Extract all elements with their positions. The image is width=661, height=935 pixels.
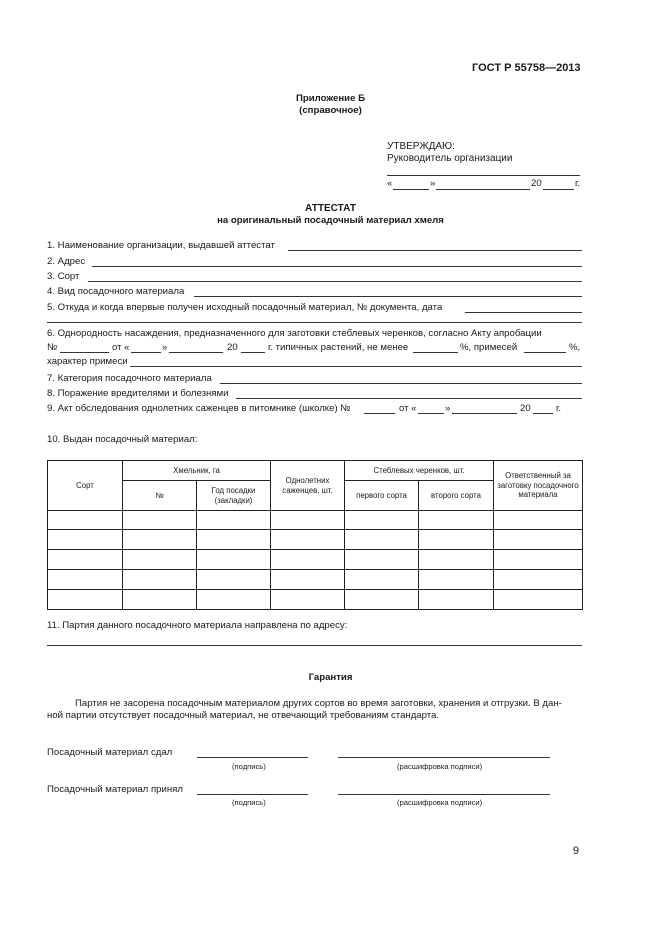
field-9-number-line[interactable]	[364, 413, 395, 414]
field-8-label: 8. Поражение вредителями и болезнями	[47, 388, 229, 399]
field-5-label: 5. Откуда и когда впервые получен исходный посадочный материал, № документа, дата	[47, 302, 443, 313]
field-6-typical: г. типичных растений, не менее	[268, 342, 409, 353]
field-2-line[interactable]	[92, 266, 582, 267]
field-8-line[interactable]	[236, 398, 582, 399]
header-cuttings-second: второго сорта	[419, 481, 494, 511]
table-row	[48, 570, 583, 590]
approval-year-prefix: 20	[531, 178, 542, 189]
field-2-label: 2. Адрес	[47, 256, 86, 267]
field-6-act-number-line[interactable]	[60, 352, 109, 353]
field-9-day-line[interactable]	[418, 413, 444, 414]
signature-received-caption: (подпись)	[232, 798, 266, 807]
field-6-pct: %,	[569, 342, 581, 353]
guarantee-title: Гарантия	[308, 672, 353, 683]
field-9-month-line[interactable]	[452, 413, 517, 414]
table-row	[48, 530, 583, 550]
header-hops: Хмельник, га	[123, 461, 271, 481]
field-6-quote: »	[162, 342, 168, 353]
approval-title: УТВЕРЖДАЮ:	[387, 141, 455, 152]
guarantee-text-line-1: Партия не засорена посадочным материалом других сортов во время заготовки, хранения и отгрузки. В дан-	[75, 698, 562, 709]
field-6-year-line[interactable]	[241, 352, 265, 353]
approval-year-suffix: г.	[575, 178, 580, 189]
field-4-line[interactable]	[194, 296, 582, 297]
field-6-label: 6. Однородность насаждения, предназначенного для заготовки стеблевых черенков, согласно Акту апробации	[47, 328, 542, 339]
document-title: АТТЕСТАТ	[305, 203, 356, 214]
approval-year-line[interactable]	[543, 189, 574, 190]
field-6-typical-line[interactable]	[413, 352, 458, 353]
approval-day-line[interactable]	[393, 189, 429, 190]
header-seedlings: Однолетних саженцев, шт.	[271, 461, 345, 511]
appendix-title: Приложение Б	[296, 93, 365, 104]
field-9-label: 9. Акт обследования однолетних саженцев в питомнике (школке) №	[47, 403, 351, 414]
field-6-impurity-type: характер примеси	[47, 356, 128, 367]
field-6-from: от «	[112, 342, 130, 353]
field-3-line[interactable]	[88, 281, 582, 282]
field-1-line[interactable]	[288, 250, 582, 251]
signature-received-decoding-caption: (расшифровка подписи)	[397, 798, 483, 807]
field-6-impurity: %, примесей	[460, 342, 518, 353]
header-hops-number: №	[123, 481, 197, 511]
signature-handed-line[interactable]	[197, 757, 308, 758]
field-9-g: г.	[556, 403, 561, 414]
guarantee-text-line-2: ной партии отсутствует посадочный материал, не отвечающий требованиям стандарта.	[47, 710, 440, 721]
issued-material-table	[47, 460, 583, 610]
table-row	[48, 590, 583, 610]
signature-handed-decoding-line[interactable]	[338, 757, 550, 758]
signature-handed-decoding-caption: (расшифровка подписи)	[397, 762, 483, 771]
header-cuttings-first: первого сорта	[345, 481, 419, 511]
field-9-year-line[interactable]	[533, 413, 553, 414]
field-6-impurity-line[interactable]	[524, 352, 566, 353]
field-6-impurity-type-line[interactable]	[130, 366, 582, 367]
approval-name-line[interactable]	[387, 175, 580, 176]
header-responsible: Ответственный за заготовку посадочного материала	[494, 461, 583, 511]
field-6-month-line[interactable]	[169, 352, 223, 353]
field-6-no: №	[47, 342, 58, 353]
signature-received-decoding-line[interactable]	[338, 794, 550, 795]
document-subtitle: на оригинальный посадочный материал хмеля	[217, 215, 444, 226]
field-7-line[interactable]	[220, 383, 582, 384]
field-3-label: 3. Сорт	[47, 271, 80, 282]
signature-handed-caption: (подпись)	[232, 762, 266, 771]
field-9-from: от «	[399, 403, 417, 414]
section-11-title: 11. Партия данного посадочного материала направлена по адресу:	[47, 620, 348, 631]
signature-handed-label: Посадочный материал сдал	[47, 747, 173, 758]
field-1-label: 1. Наименование организации, выдавшей аттестат	[47, 240, 275, 251]
field-6-year: 20	[227, 342, 238, 353]
field-6-day-line[interactable]	[131, 352, 161, 353]
appendix-subtitle: (справочное)	[299, 105, 362, 116]
approval-date-open: «	[387, 178, 393, 189]
approval-month-line[interactable]	[436, 189, 530, 190]
approval-date-close: »	[430, 178, 436, 189]
field-5-line[interactable]	[465, 312, 582, 313]
header-sort: Сорт	[48, 461, 123, 511]
approval-role: Руководитель организации	[387, 153, 513, 164]
page-number: 9	[572, 845, 579, 857]
section-10-title: 10. Выдан посадочный материал:	[47, 434, 198, 445]
header-hops-year: Год посадки (закладки)	[197, 481, 271, 511]
section-11-address-line[interactable]	[47, 645, 582, 646]
signature-received-line[interactable]	[197, 794, 308, 795]
field-7-label: 7. Категория посадочного материала	[47, 373, 212, 384]
field-9-quote: »	[445, 403, 451, 414]
field-5-extra-line[interactable]	[47, 322, 582, 323]
header-cuttings: Стеблевых черенков, шт.	[345, 461, 494, 481]
table-row	[48, 550, 583, 570]
field-9-year: 20	[520, 403, 531, 414]
standard-number: ГОСТ Р 55758—2013	[472, 62, 581, 74]
signature-received-label: Посадочный материал принял	[47, 784, 183, 795]
field-4-label: 4. Вид посадочного материала	[47, 286, 185, 297]
table-row	[48, 511, 583, 530]
